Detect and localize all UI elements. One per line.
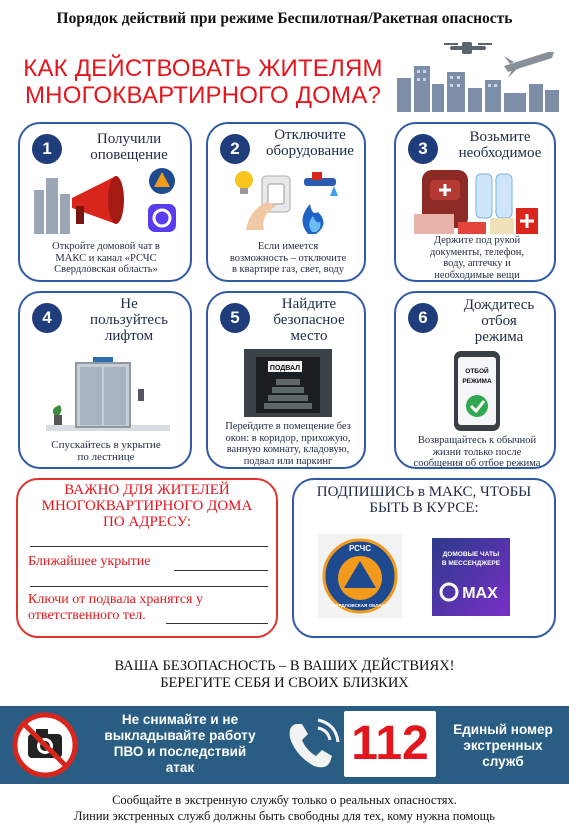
step-card-5 [206,291,366,469]
max-logo: MAX [462,585,498,602]
step-description: Перейдите в помещение без окон: в коридор, прихожую, ванную комнату, кладовую, подвал или паркинг [225,421,351,467]
step-title: Не пользуйтесь лифтом [90,296,168,344]
step-card-2 [206,122,366,282]
shelter-fill-line [174,570,268,571]
step-number: 4 [32,303,62,333]
important-box [16,478,278,638]
main-question-line1: КАК ДЕЙСТВОВАТЬ ЖИТЕЛЯМ [23,55,383,82]
step-title: Возьмите необходимое [458,129,542,161]
step-card-6 [394,291,556,469]
megaphone-city-icon [30,164,190,236]
max-messenger-banner[interactable] [432,538,510,616]
step-title: Дождитесь отбоя режима [463,297,535,345]
subscribe-box [292,478,556,638]
step-card-4 [18,291,192,469]
slogan-line2: БЕРЕГИТЕ СЕБЯ И СВОИХ БЛИЗКИХ [160,675,409,691]
appliances-icon [230,168,350,238]
emergency-label: Единый номер экстренных служб [453,722,553,769]
elevator-icon [46,357,170,433]
important-title: ВАЖНО ДЛЯ ЖИТЕЛЕЙ МНОГОКВАРТИРНОГО ДОМА ПО АДРЕСУ: [41,482,253,530]
emergency-kit-icon [414,164,542,236]
drones-city-illustration [392,38,562,114]
emergency-number[interactable]: 112 [344,711,436,777]
phone-all-clear-icon [452,351,502,431]
phone-screen-line2: РЕЖИМА [462,378,492,385]
keys-text: Ключи от подвала хранятся у ответственного тел. [28,592,203,623]
step-description: Возвращайтесь к обычной жизни только после сообщения об отбое режима [413,435,541,469]
step-description: Держите под рукой документы, телефон, воду, аптечку и необходимые вещи [429,235,525,281]
slogan-line1: ВАША БЕЗОПАСНОСТЬ – В ВАШИХ ДЕЙСТВИЯХ! [114,658,455,674]
phone-screen-line1: ОТБОЙ [465,368,489,375]
max-banner-line1: ДОМОВЫЕ ЧАТЫ [442,551,500,558]
main-question-line2: МНОГОКВАРТИРНОГО ДОМА? [24,82,381,109]
footer [0,792,569,824]
step-card-3 [394,122,556,282]
step-card-1 [18,122,192,282]
step-title: Отключите оборудование [266,127,354,159]
main-question [18,55,388,109]
rschs-logo-top: РСЧС [348,544,372,553]
step-description: Откройте домовой чат в МАКС и канал «РСЧС Свердловская область» [52,241,160,275]
no-filming-warning: Не снимайте и не выкладывайте работу ПВО и последствий атак [104,712,256,775]
blank-line [30,586,268,587]
drone-icon [444,42,492,54]
step-title: Получили оповещение [90,131,168,163]
phone-fill-line [166,623,268,624]
step-description: Если имеется возможность – отключите в квартире газ, свет, воду [229,241,347,275]
step-number: 6 [408,303,438,333]
rschs-logo-bottom: СВЕРДЛОВСКАЯ ОБЛАСТЬ [328,603,392,608]
no-camera-icon [12,712,78,778]
missile-icon [504,52,554,78]
basement-sign: ПОДВАЛ [269,365,301,372]
basement-stairs-icon [244,349,332,417]
phone-handset-icon [282,716,340,774]
page-title: Порядок действий при режиме Беспилотная/Ракетная опасность [56,10,513,27]
footer-line1: Сообщайте в экстренную службу только о реальных опасностях. [112,793,457,807]
slogan [0,658,569,692]
step-number: 1 [32,134,62,164]
address-line [30,546,268,547]
step-title: Найдите безопасное место [273,296,345,344]
step-number: 2 [220,134,250,164]
step-number: 3 [408,134,438,164]
subscribe-title: ПОДПИШИСЬ в МАКС, ЧТОБЫ БЫТЬ В КУРСЕ: [316,484,532,516]
shelter-label: Ближайшее укрытие [28,554,151,569]
step-description: Спускайтесь в укрытие по лестнице [51,439,161,463]
rschs-logo[interactable] [318,534,402,618]
footer-line2: Линии экстренных служб должны быть свободны для тех, кому нужна помощь [74,809,495,823]
step-number: 5 [220,303,250,333]
max-banner-line2: В МЕССЕНДЖЕРЕ [441,560,501,567]
